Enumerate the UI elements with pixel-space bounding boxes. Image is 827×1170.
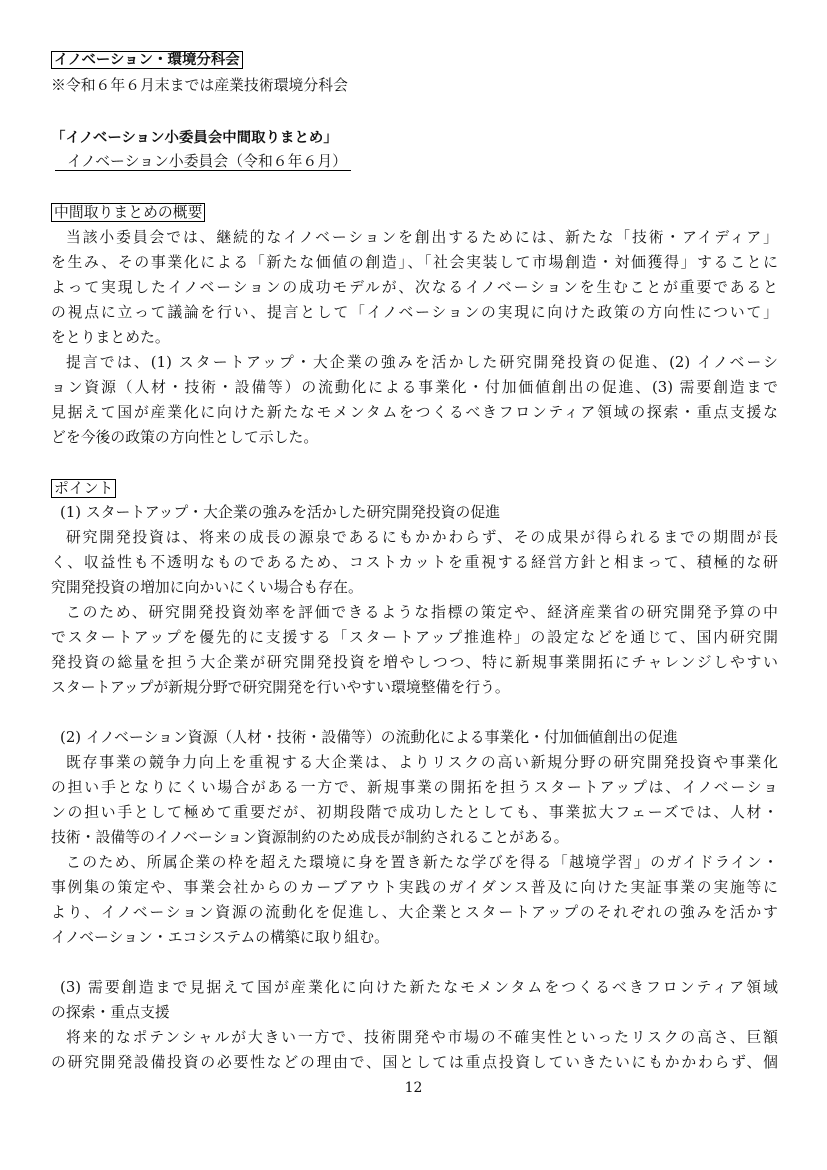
point-3-text-line: 将来的なポテンシャルが大きい一方で、技術開発や市場の不確実性といったリスクの高さ、巨額 [66, 1029, 778, 1046]
summary-p1-line: よって実現したイノベーションの成功モデルが、次なるイノベーションを生むことが重要であると [51, 279, 778, 296]
report-subtitle: イノベーション小委員会（令和６年６月） [55, 153, 351, 171]
summary-p1-line: の視点に立って議論を行い、提言として「イノベーションの実現に向けた政策の方向性について」 [51, 304, 778, 321]
report-title: 「イノベーション小委員会中間取りまとめ」 [51, 130, 338, 146]
point-1-text-line: く、収益性も不透明なものであるため、コストカットを重視する経営方針と相まって、積極的な研 [51, 554, 778, 571]
section-note: ※令和６年６月末までは産業技術環境分科会 [51, 77, 348, 94]
summary-p1-line: を生み、その事業化による「新たな価値の創造」、「社会実装して市場創造・対価獲得」することに [51, 254, 778, 271]
point-2-text-line: 事例集の策定や、事業会社からのカーブアウト実践のガイダンス普及に向けた実証事業の実施等に [51, 879, 778, 896]
section-title: イノベーション・環境分科会 [51, 51, 243, 69]
summary-p2-line: ョン資源（人材・技術・設備等）の流動化による事業化・付加価値創出の促進、(3) 需要創造まで [51, 379, 778, 396]
summary-p2-line: 見据えて国が産業化に向けた新たなモメンタムをつくるべきフロンティア領域の探索・重点支援な [51, 404, 778, 421]
report-subtitle-line [55, 152, 351, 172]
summary-p1-line: 当該小委員会では、継続的なイノベーションを創出するためには、新たな「技術・アイディア」 [66, 229, 778, 246]
summary-heading: 中間取りまとめの概要 [51, 203, 205, 222]
point-2-text-line: 既存事業の競争力向上を重視する大企業は、よりリスクの高い新規分野の研究開発投資や事業化 [66, 754, 778, 771]
point-2-text-line: このため、所属企業の枠を超えた環境に身を置き新たな学びを得る「越境学習」のガイドライン・ [66, 854, 778, 871]
point-1-text-line: 研究開発投資は、将来の成長の源泉であるにもかかわらず、その成果が得られるまでの期間が長 [66, 529, 778, 546]
points-heading: ポイント [51, 479, 116, 498]
point-1-text-line: スタートアップが新規分野で研究開発を行いやすい環境整備を行う。 [51, 679, 510, 696]
summary-heading-line [51, 203, 205, 223]
point-1-text-line: でスタートアップを優先的に支援する「スタートアップ推進枠」の設定などを通じて、国内研究開 [51, 629, 778, 646]
point-2-text-line: の担い手となりにくい場合がある一方で、新規事業の開拓を担うスタートアップは、イノベーショ [51, 779, 778, 796]
point-3-text-line: の研究開発設備投資の必要性などの理由で、国としては重点投資していきたいにもかかわらず、個 [51, 1054, 778, 1071]
point-3-title: (3) 需要創造まで見据えて国が産業化に向けた新たなモメンタムをつくるべきフロンティア領域 [60, 979, 778, 996]
points-heading-line [51, 479, 116, 499]
page-number: 12 [404, 1080, 423, 1096]
summary-p1-line: をとりまとめた。 [51, 329, 170, 346]
point-2-text-line: イノベーション・エコシステムの構築に取り組む。 [51, 929, 389, 946]
point-1-text-line: このため、研究開発投資効率を評価できるような指標の策定や、経済産業省の研究開発予算の中 [66, 604, 778, 621]
summary-p2-line: どを今後の政策の方向性として示した。 [51, 429, 319, 446]
point-3-title: の探索・重点支援 [51, 1004, 170, 1021]
section-title-line [51, 50, 243, 70]
point-2-text-line: より、イノベーション資源の流動化を促進し、大企業とスタートアップのそれぞれの強みを活かす [51, 904, 778, 921]
point-2-text-line: ンの担い手として極めて重要だが、初期段階で成功したとしても、事業拡大フェーズでは、人材・ [51, 804, 778, 821]
point-1-text-line: 発投資の総量を担う大企業が研究開発投資を増やしつつ、特に新規事業開拓にチャレンジしやすい [51, 654, 778, 671]
point-1-text-line: 究開発投資の増加に向かいにくい場合も存在。 [51, 579, 363, 596]
point-2-text-line: 技術・設備等のイノベーション資源制約のため成長が制約されることがある。 [51, 829, 569, 846]
summary-p2-line: 提言では、(1) スタートアップ・大企業の強みを活かした研究開発投資の促進、(2) イノベーシ [66, 354, 778, 371]
point-2-title: (2) イノベーション資源（人材・技術・設備等）の流動化による事業化・付加価値創出の促進 [60, 729, 678, 746]
point-1-title: (1) スタートアップ・大企業の強みを活かした研究開発投資の促進 [60, 504, 501, 521]
